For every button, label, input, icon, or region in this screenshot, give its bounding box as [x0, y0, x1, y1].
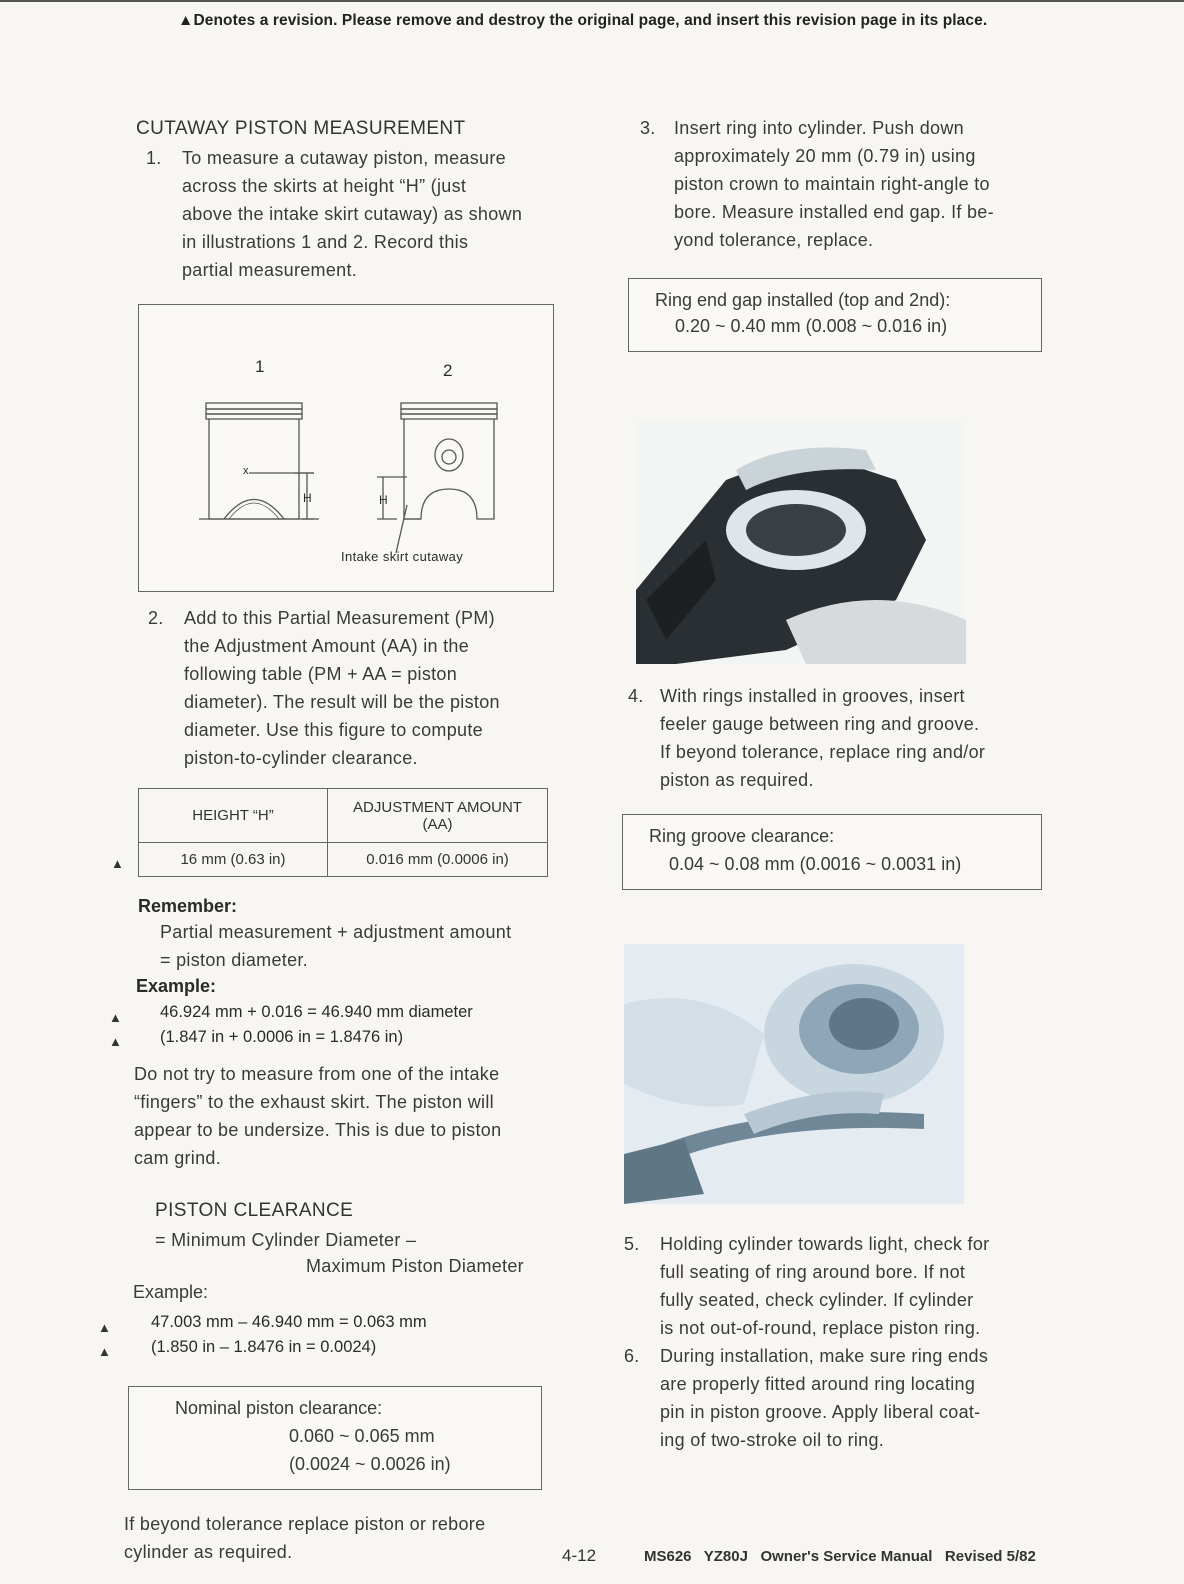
feeler-gauge-photo — [624, 944, 964, 1204]
groove-label: Ring groove clearance: — [649, 826, 835, 846]
table-header-amount-line1: ADJUSTMENT AMOUNT — [353, 798, 522, 816]
step-1-line: above the intake skirt cutaway) as shown — [182, 204, 523, 224]
warning-note — [134, 1060, 554, 1172]
step-6-number: 6. — [624, 1346, 640, 1366]
step-1-number: 1. — [146, 148, 162, 168]
example2-line: 47.003 mm – 46.940 mm = 0.063 mm — [151, 1313, 427, 1331]
adjustment-table — [138, 788, 548, 877]
step-2 — [148, 604, 558, 772]
revision-marker-table: ▲ — [111, 856, 124, 871]
step-2-line: the Adjustment Amount (AA) in the — [184, 636, 470, 656]
step-3-line: Insert ring into cylinder. Push down — [674, 118, 964, 138]
step-5-line: is not out-of-round, replace piston ring. — [660, 1318, 981, 1338]
example-text — [160, 1000, 473, 1050]
step-1-line: partial measurement. — [182, 260, 358, 280]
revision-marker-example-2: ▲ — [109, 1034, 122, 1049]
remember-line: Partial measurement + adjustment amount — [160, 922, 512, 942]
example-label: Example: — [136, 976, 217, 996]
step-3-line: piston crown to maintain right-angle to — [674, 174, 990, 194]
step-2-number: 2. — [148, 608, 164, 628]
feeler-gauge-photo-graphic — [624, 944, 964, 1204]
figure-h-label-2: H — [379, 493, 388, 507]
revision-marker-example2-1: ▲ — [98, 1320, 111, 1335]
nominal-clearance-box — [128, 1386, 542, 1490]
step-3-line: bore. Measure installed end gap. If be- — [674, 202, 994, 222]
step-5-line: Holding cylinder towards light, check for — [660, 1234, 990, 1254]
figure-x-label: x — [243, 465, 249, 477]
step-3-line: approximately 20 mm (0.79 in) using — [674, 146, 976, 166]
step-6-line: ing of two-stroke oil to ring. — [660, 1430, 885, 1450]
step-4-line: With rings installed in grooves, insert — [660, 686, 965, 706]
remember-text — [160, 918, 511, 974]
warning-line: appear to be undersize. This is due to piston — [134, 1120, 502, 1140]
example2-line: (1.850 in – 1.8476 in = 0.0024) — [151, 1338, 377, 1356]
warning-line: cam grind. — [134, 1148, 222, 1168]
table-header-amount — [328, 789, 548, 843]
clearance-title: PISTON CLEARANCE — [155, 1200, 354, 1221]
final-note — [124, 1510, 485, 1566]
table-header-amount-line2: (AA) — [422, 815, 453, 833]
step-5-line: fully seated, check cylinder. If cylinder — [660, 1290, 974, 1310]
step-3 — [640, 114, 1050, 254]
end-gap-label: Ring end gap installed (top and 2nd): — [655, 290, 951, 310]
groove-clearance-box — [622, 814, 1042, 890]
page-number: 4-12 — [562, 1546, 597, 1565]
nominal-value-in: (0.0024 ~ 0.0026 in) — [289, 1454, 451, 1474]
revision-marker-example-1: ▲ — [109, 1010, 122, 1025]
clearance-formula-line1: = Minimum Cylinder Diameter – — [155, 1230, 417, 1250]
example2-label: Example: — [133, 1282, 209, 1302]
step-1-line: To measure a cutaway piston, measure — [182, 148, 506, 168]
remember-line: = piston diameter. — [160, 950, 308, 970]
ring-end-gap-photo-graphic — [636, 420, 966, 664]
table-cell-height: 16 mm (0.63 in) — [139, 843, 328, 877]
revision-marker: ▲ — [178, 12, 194, 29]
example-line: (1.847 in + 0.0006 in = 1.8476 in) — [160, 1028, 404, 1046]
step-4-number: 4. — [628, 686, 644, 706]
step-4-line: If beyond tolerance, replace ring and/or — [660, 742, 986, 762]
final-line: If beyond tolerance replace piston or rebore — [124, 1514, 486, 1534]
step-6 — [624, 1342, 1044, 1454]
step-5 — [624, 1230, 1044, 1342]
figure-caption: Intake skirt cutaway — [341, 549, 464, 564]
revision-notice — [178, 12, 987, 30]
step-1 — [146, 144, 556, 284]
section-title: CUTAWAY PISTON MEASUREMENT — [136, 118, 466, 139]
remember-label: Remember: — [138, 896, 238, 916]
clearance-formula-line2: Maximum Piston Diameter — [306, 1256, 524, 1276]
figure-label-1: 1 — [255, 357, 265, 376]
step-2-line: diameter. Use this figure to compute — [184, 720, 483, 740]
groove-value: 0.04 ~ 0.08 mm (0.0016 ~ 0.0031 in) — [669, 854, 962, 874]
step-4 — [628, 682, 1048, 794]
top-rule — [0, 0, 1184, 2]
step-6-line: are properly fitted around ring locating — [660, 1374, 976, 1394]
end-gap-value: 0.20 ~ 0.40 mm (0.008 ~ 0.016 in) — [675, 316, 948, 336]
figure-h-label-1: H — [303, 491, 312, 505]
step-5-number: 5. — [624, 1234, 640, 1254]
step-2-line: Add to this Partial Measurement (PM) — [184, 608, 495, 628]
example-line: 46.924 mm + 0.016 = 46.940 mm diameter — [160, 1003, 473, 1021]
step-2-line: piston-to-cylinder clearance. — [184, 748, 418, 768]
nominal-label: Nominal piston clearance: — [175, 1398, 383, 1418]
step-4-line: piston as required. — [660, 770, 814, 790]
table-header-height: HEIGHT “H” — [139, 789, 328, 843]
step-6-line: pin in piston groove. Apply liberal coat- — [660, 1402, 981, 1422]
step-1-line: in illustrations 1 and 2. Record this — [182, 232, 469, 252]
ring-end-gap-photo — [636, 420, 966, 664]
figure-label-2: 2 — [443, 361, 453, 380]
step-6-line: During installation, make sure ring ends — [660, 1346, 989, 1366]
nominal-value-mm: 0.060 ~ 0.065 mm — [289, 1426, 435, 1446]
step-5-line: full seating of ring around bore. If not — [660, 1262, 966, 1282]
step-2-line: diameter). The result will be the piston — [184, 692, 500, 712]
step-4-line: feeler gauge between ring and groove. — [660, 714, 980, 734]
example2-text — [151, 1310, 427, 1360]
end-gap-box — [628, 278, 1042, 352]
step-3-number: 3. — [640, 118, 656, 138]
warning-line: “fingers” to the exhaust skirt. The piston will — [134, 1092, 494, 1112]
final-line: cylinder as required. — [124, 1542, 293, 1562]
warning-line: Do not try to measure from one of the intake — [134, 1064, 500, 1084]
step-1-line: across the skirts at height “H” (just — [182, 176, 467, 196]
step-3-line: yond tolerance, replace. — [674, 230, 874, 250]
manual-info: MS626 YZ80J Owner's Service Manual Revised 5/82 — [644, 1548, 1036, 1565]
table-cell-amount: 0.016 mm (0.0006 in) — [328, 843, 548, 877]
revision-text: Denotes a revision. Please remove and destroy the original page, and insert this revision page in its place. — [193, 12, 988, 29]
piston-figure — [138, 304, 554, 592]
revision-marker-example2-2: ▲ — [98, 1344, 111, 1359]
step-2-line: following table (PM + AA = piston — [184, 664, 458, 684]
